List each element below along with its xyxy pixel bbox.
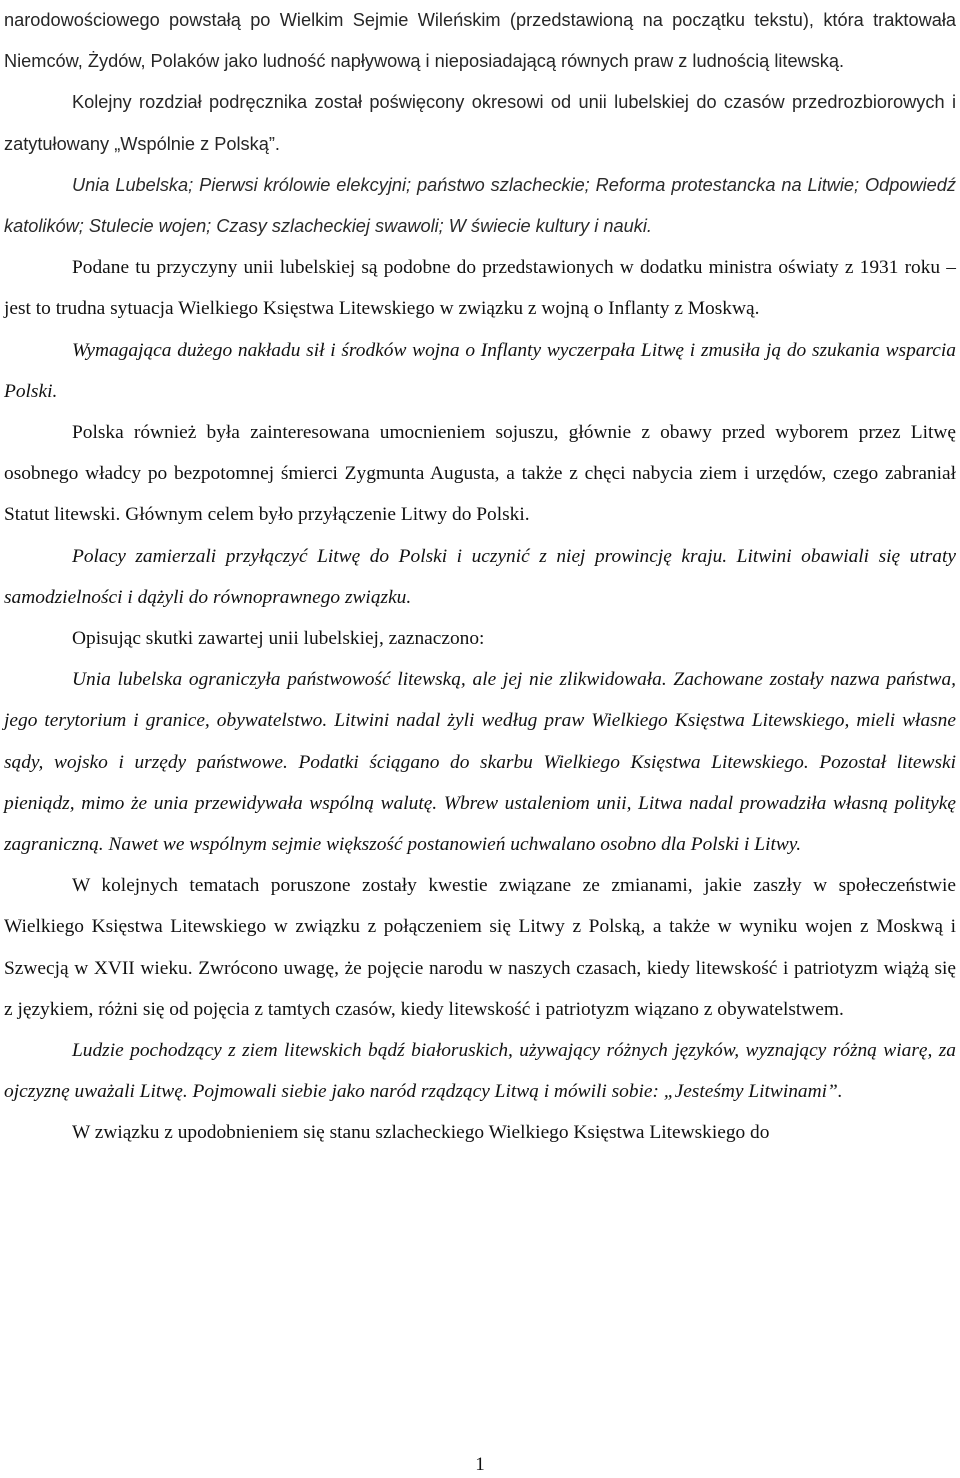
paragraph-polish-interest: Polska również była zainteresowana umocnieniem sojuszu, głównie z obawy przed wyborem przez Litwę osobnego władcy po bezpotomnej śmierci Zygmunta Augusta, a także z chęci nabycia ziem i urzędów, czego zabraniał Statut litewski. Głównym celem było przyłączenie Litwy do Polski. <box>4 422 956 526</box>
page-number: 1 <box>475 1454 485 1475</box>
quote-livonian-war: Wymagająca dużego nakładu sił i środków wojna o Inflanty wyczerpała Litwę i zmusiła ją do szukania wsparcia Polski. <box>4 339 956 402</box>
paragraph-union-effects-intro: Opisując skutki zawartej unii lubelskiej, zaznaczono: <box>72 628 485 650</box>
paragraph-union-causes: Podane tu przyczyny unii lubelskiej są podobne do przedstawionych w dodatku ministra oświaty z 1931 roku – jest to trudna sytuacja Wielkiego Księstwa Litewskiego w związku z wojną o Inflanty z Moskwą. <box>4 257 956 320</box>
quote-union-effects: Unia lubelska ograniczyła państwowość litewską, ale jej nie zlikwidowała. Zachowane zostały nazwa państwa, jego terytorium i granice, obywatelstwo. Litwini nadal żyli według praw Wielkiego Księstwa Litewskiego, mieli własne sądy, wojsko i urzędy państwowe. Podatki ściągano do skarbu Wielkiego Księstwa Litewskiego. Pozostał litewski pieniądz, mimo że unia przewidywała wspólną walutę. Wbrew ustaleniom unii, Litwa nadal prowadziła własną politykę zagraniczną. Nawet we wspólnym sejmie większość postanowień uchwalano osobno dla Polski i Litwy. <box>4 669 956 856</box>
quote-poles-intentions: Polacy zamierzali przyłączyć Litwę do Polski i uczynić z niej prowincję kraju. Litwini obawiali się utraty samodzielności i dążyli do równoprawnego związku. <box>4 545 956 608</box>
paragraph-society-changes: W kolejnych tematach poruszone zostały kwestie związane ze zmianami, jakie zaszły w społeczeństwie Wielkiego Księstwa Litewskiego w związku z połączeniem się Litwy z Polską, a także w wyniku wojen z Moskwą i Szwecją w XVII wieku. Zwrócono uwagę, że pojęcie narodu w naszych czasach, kiedy litewskość i patriotyzm wiążą się z językiem, różni się od pojęcia z tamtych czasów, kiedy litewskość i patriotyzm wiązano z obywatelstwem. <box>4 875 956 1020</box>
paragraph-next-chapter: Kolejny rozdział podręcznika został poświęcony okresowi od unii lubelskiej do czasów przedrozbiorowych i zatytułowany „Wspólnie z Polską”. <box>4 92 956 154</box>
paragraph-nobility: W związku z upodobnieniem się stanu szlacheckiego Wielkiego Księstwa Litewskiego do <box>72 1122 770 1144</box>
quote-lithuanian-identity: Ludzie pochodzący z ziem litewskich bądź białoruskich, używający różnych języków, wyznający różną wiarę, za ojczyznę uważali Litwę. Pojmowali siebie jako naród rządzący Litwą i mówili sobie: „Jesteśmy Litwinami”. <box>4 1040 956 1103</box>
document-page <box>4 0 956 1154</box>
paragraph-continuation: narodowościowego powstałą po Wielkim Sejmie Wileńskim (przedstawioną na początku tekstu), która traktowała Niemców, Żydów, Polaków jako ludność napływową i nieposiadającą równych praw z ludnością litewską. <box>4 10 956 72</box>
paragraph-chapter-topics: Unia Lubelska; Pierwsi królowie elekcyjni; państwo szlacheckie; Reforma protestancka na Litwie; Odpowiedź katolików; Stulecie wojen; Czasy szlacheckiej swawoli; W świecie kultury i nauki. <box>4 174 956 237</box>
